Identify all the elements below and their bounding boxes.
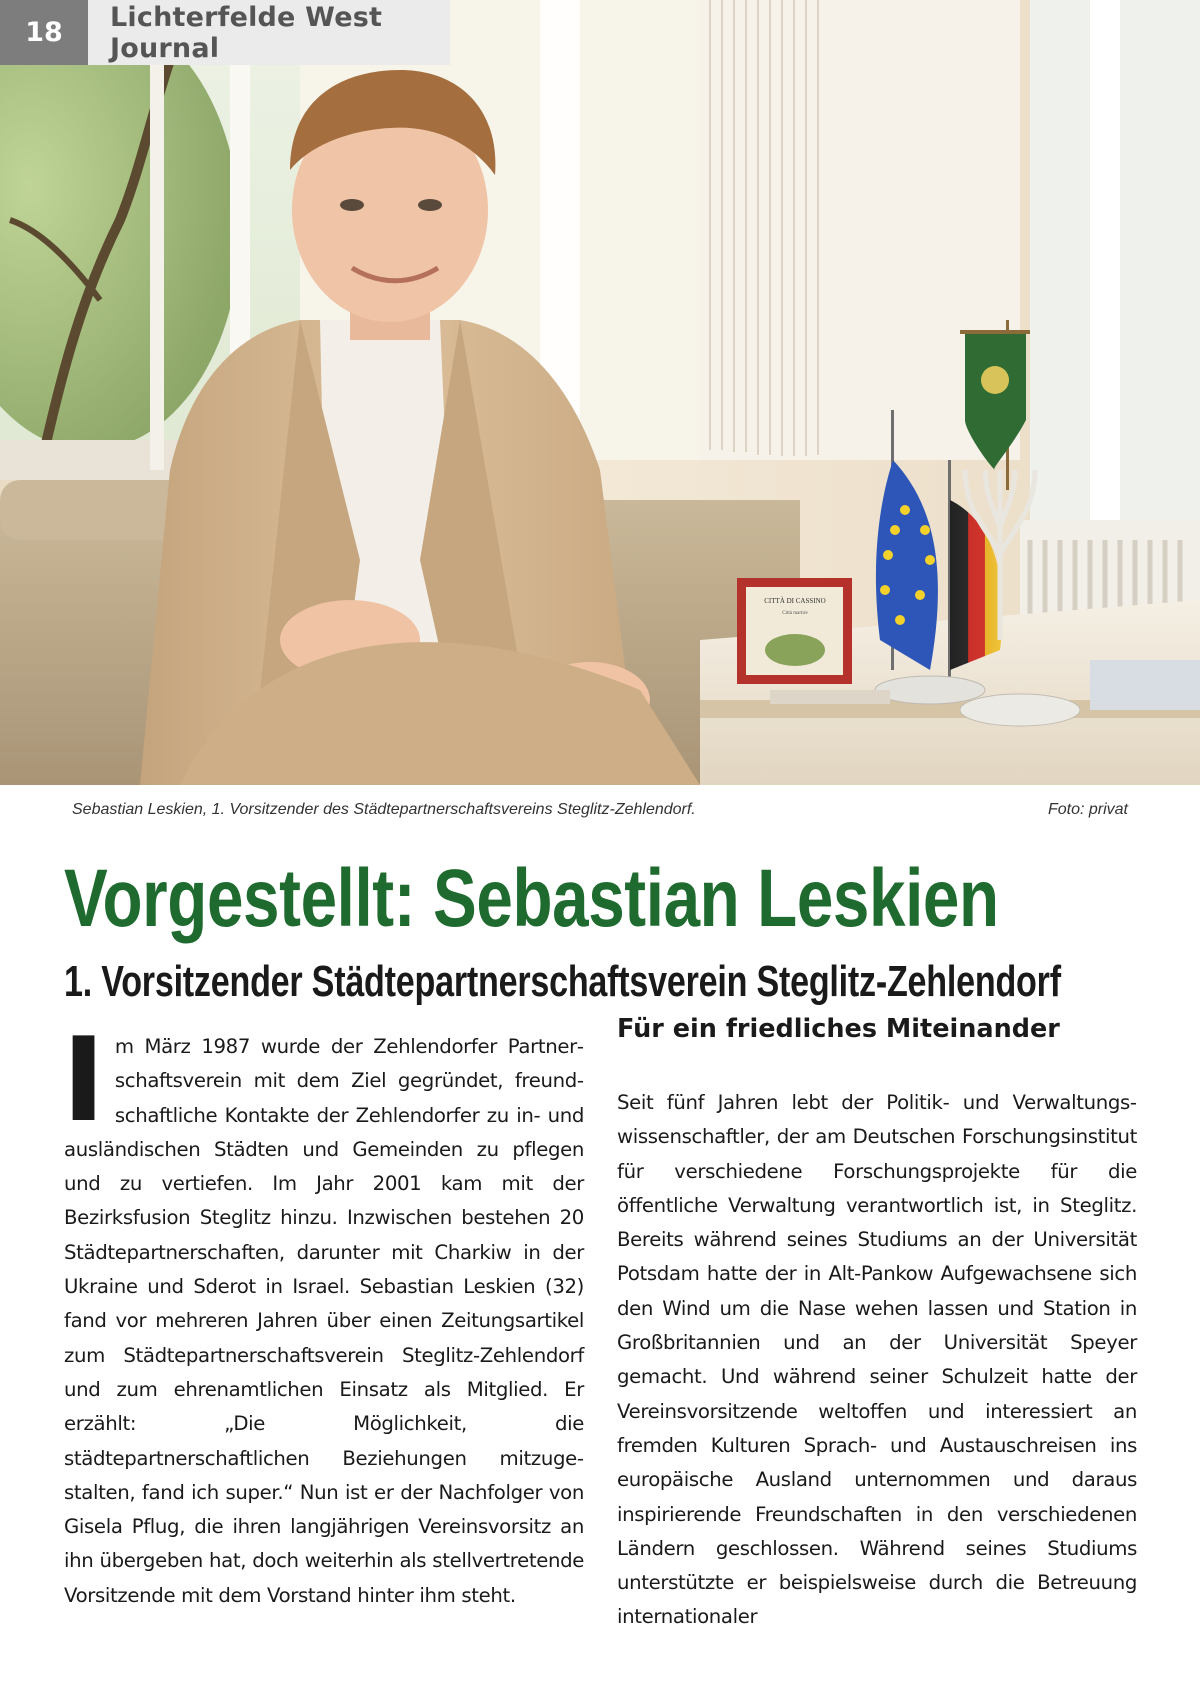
section-title: Für ein friedliches Miteinander [617,1014,1060,1044]
portrait-photo [0,0,1200,785]
caption-text: Sebastian Leskien, 1. Vorsitzender des Städtepartnerschaftsvereins Steglitz-Zehlendorf. [72,801,696,818]
article-photo [0,0,1200,785]
article-column-right [617,1012,1137,1635]
article-paragraph-2: Seit fünf Jahren lebt der Politik- und Verwaltungswissenschaftler, der am Deutschen Forschungsinstitut für verschiedene Forschungsprojekte für die öffentliche Verwaltung verantwortlich ist, in Steglitz. Bereits während seines Studiums an der Universität Potsdam hatte der in Alt-Pankow Aufgewachsene sich den Wind um die Nase wehen lassen und Station in Großbritannien und an der Universität Speyer gemacht. Und während seiner Schulzeit hatte der Vereinsvorsitzende weltoffen und interessiert an fremden Kulturen Sprach- und Austauschreisen ins europäische Ausland unternommen und daraus inspirierende Freundschaften in den verschiedenen Ländern geschlossen. Während seines Studiums unterstützte er beispielsweise durch die Betreuung internationaler [617,1091,1137,1629]
photo-caption [72,801,1128,819]
article-paragraph-1 [62,1013,584,1613]
article-headline: Vorgestellt: Sebastian Leskien [64,853,999,944]
photo-credit: Foto: privat [1047,801,1128,818]
city-plaque [737,578,852,684]
paragraph-1-text: m März 1987 wurde der Zehlendorfer Partnerschaftsverein mit dem Ziel gegründet, freundschaftliche Kontakte der Zehlendorfer zu in- und ausländischen Städten und Gemeinden zu pflegen und zu vertiefen. Im Jahr 2001 kam mit der Bezirksfusion Steglitz hinzu. Inzwischen bestehen 20 Städtepartnerschaften, darunter mit Charkiw in der Ukraine und Sderot in Israel. Sebastian Leskien (32) fand vor mehreren Jahren über einen Zeitungsartikel zum Städtepartnerschaftsverein Steglitz-Zehlendorf und zum ehrenamtlichen Einsatz als Mitglied. Er erzählt: „Die Möglichkeit, die städtepartnerschaftlichen Beziehungen mitzugestalten, fand ich super.“ Nun ist er der Nachfolger von Gisela Pflug, die ihren langjährigen Vereinsvorsitz an ihn übergeben hat, doch weiterhin als stellvertretende Vorsitzende mit dem Vorstand hinter ihm steht. [64,1035,584,1607]
page-header [0,0,450,65]
article-column-left [62,1013,584,1613]
journal-title: Lichterfelde West Journal [88,0,450,65]
drop-cap: I [62,1013,105,1148]
page-number: 18 [0,0,88,65]
plaque-text-2: Città martire [782,611,808,616]
article-subheadline: 1. Vorsitzender Städtepartnerschaftsverein Steglitz-Zehlendorf [64,957,1061,1006]
plaque-text-1: CITTÀ DI CASSINO [764,597,826,605]
